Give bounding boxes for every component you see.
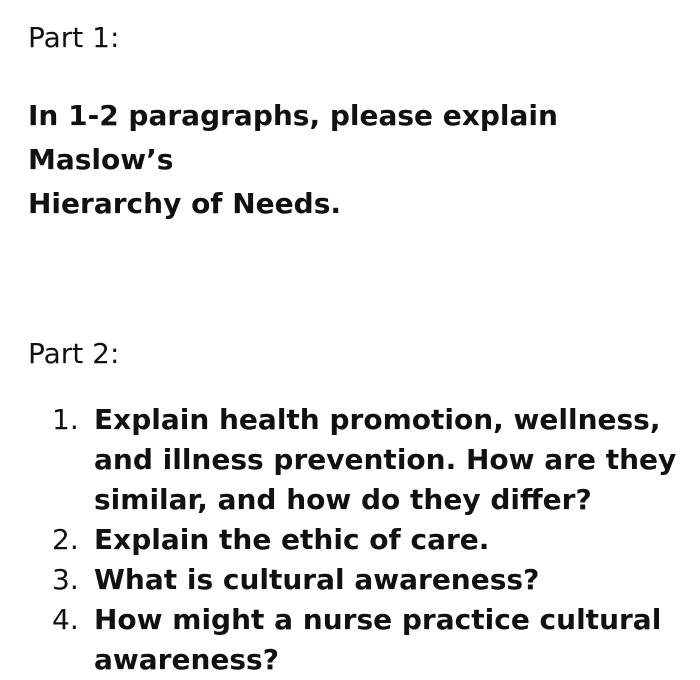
question-line: Explain the ethic of care.	[94, 523, 490, 556]
part1-prompt	[28, 94, 688, 226]
question-item	[28, 400, 688, 520]
question-item	[28, 600, 688, 680]
question-line: How might a nurse practice cultural	[94, 603, 662, 636]
question-line: and illness prevention. How are they	[94, 443, 677, 476]
document-page	[28, 18, 688, 680]
part1-prompt-line-2: Hierarchy of Needs.	[28, 187, 341, 220]
part1-heading: Part 1:	[28, 21, 120, 54]
question-line: What is cultural awareness?	[94, 563, 540, 596]
question-list	[28, 400, 688, 680]
part2-heading: Part 2:	[28, 337, 120, 370]
part1-prompt-line-1: In 1-2 paragraphs, please explain Maslow’s	[28, 99, 558, 176]
question-number: 3.	[52, 563, 79, 596]
question-line: similar, and how do they differ?	[94, 483, 592, 516]
question-line: awareness?	[94, 643, 279, 676]
question-line: Explain health promotion, wellness,	[94, 403, 661, 436]
question-number: 2.	[52, 523, 79, 556]
question-number: 1.	[52, 403, 79, 436]
question-item	[28, 520, 688, 560]
question-number: 4.	[52, 603, 79, 636]
question-item	[28, 560, 688, 600]
